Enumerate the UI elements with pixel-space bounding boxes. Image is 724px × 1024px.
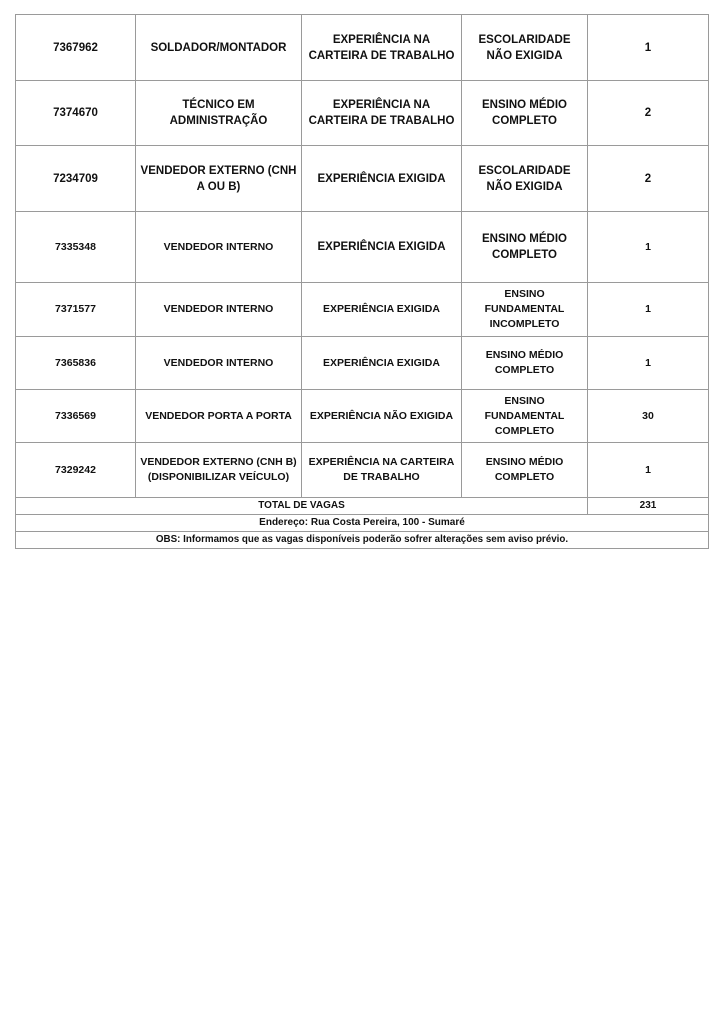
- experience-requirement: EXPERIÊNCIA EXIGIDA: [302, 283, 462, 337]
- table-row: [16, 337, 709, 390]
- experience-requirement: EXPERIÊNCIA EXIGIDA: [302, 337, 462, 390]
- job-openings-sheet: [15, 14, 708, 549]
- job-title: TÉCNICO EM ADMINISTRAÇÃO: [136, 81, 302, 146]
- job-code: 7371577: [16, 283, 136, 337]
- job-code: 7365836: [16, 337, 136, 390]
- experience-requirement: EXPERIÊNCIA EXIGIDA: [302, 212, 462, 283]
- job-code: 7367962: [16, 15, 136, 81]
- job-openings-table: [15, 14, 709, 549]
- note-row: [16, 532, 709, 549]
- job-code: 7374670: [16, 81, 136, 146]
- experience-requirement: EXPERIÊNCIA EXIGIDA: [302, 146, 462, 212]
- job-code: 7336569: [16, 390, 136, 443]
- job-title: VENDEDOR PORTA A PORTA: [136, 390, 302, 443]
- education-requirement: ENSINO FUNDAMENTAL COMPLETO: [462, 390, 588, 443]
- education-requirement: ESCOLARIDADE NÃO EXIGIDA: [462, 15, 588, 81]
- education-requirement: ENSINO MÉDIO COMPLETO: [462, 81, 588, 146]
- experience-requirement: EXPERIÊNCIA NÃO EXIGIDA: [302, 390, 462, 443]
- education-requirement: ENSINO MÉDIO COMPLETO: [462, 443, 588, 498]
- openings-count: 30: [588, 390, 709, 443]
- openings-count: 1: [588, 283, 709, 337]
- job-title: VENDEDOR EXTERNO (CNH A OU B): [136, 146, 302, 212]
- education-requirement: ENSINO MÉDIO COMPLETO: [462, 212, 588, 283]
- job-title: VENDEDOR INTERNO: [136, 283, 302, 337]
- total-label: TOTAL DE VAGAS: [16, 498, 588, 515]
- job-title: VENDEDOR EXTERNO (CNH B) (DISPONIBILIZAR VEÍCULO): [136, 443, 302, 498]
- job-code: 7329242: [16, 443, 136, 498]
- address-text: Endereço: Rua Costa Pereira, 100 - Sumaré: [16, 515, 709, 532]
- openings-count: 1: [588, 212, 709, 283]
- openings-count: 1: [588, 337, 709, 390]
- experience-requirement: EXPERIÊNCIA NA CARTEIRA DE TRABALHO: [302, 15, 462, 81]
- experience-requirement: EXPERIÊNCIA NA CARTEIRA DE TRABALHO: [302, 81, 462, 146]
- disclaimer-note: OBS: Informamos que as vagas disponíveis poderão sofrer alterações sem aviso prévio.: [16, 532, 709, 549]
- openings-count: 1: [588, 443, 709, 498]
- address-row: [16, 515, 709, 532]
- education-requirement: ENSINO MÉDIO COMPLETO: [462, 337, 588, 390]
- education-requirement: ESCOLARIDADE NÃO EXIGIDA: [462, 146, 588, 212]
- total-value: 231: [588, 498, 709, 515]
- openings-count: 2: [588, 81, 709, 146]
- table-row: [16, 390, 709, 443]
- table-row: [16, 81, 709, 146]
- openings-count: 2: [588, 146, 709, 212]
- experience-requirement: EXPERIÊNCIA NA CARTEIRA DE TRABALHO: [302, 443, 462, 498]
- total-row: [16, 498, 709, 515]
- job-code: 7335348: [16, 212, 136, 283]
- table-row: [16, 283, 709, 337]
- table-row: [16, 443, 709, 498]
- education-requirement: ENSINO FUNDAMENTAL INCOMPLETO: [462, 283, 588, 337]
- job-title: SOLDADOR/MONTADOR: [136, 15, 302, 81]
- openings-count: 1: [588, 15, 709, 81]
- job-code: 7234709: [16, 146, 136, 212]
- table-row: [16, 146, 709, 212]
- table-row: [16, 212, 709, 283]
- table-row: [16, 15, 709, 81]
- job-title: VENDEDOR INTERNO: [136, 212, 302, 283]
- job-title: VENDEDOR INTERNO: [136, 337, 302, 390]
